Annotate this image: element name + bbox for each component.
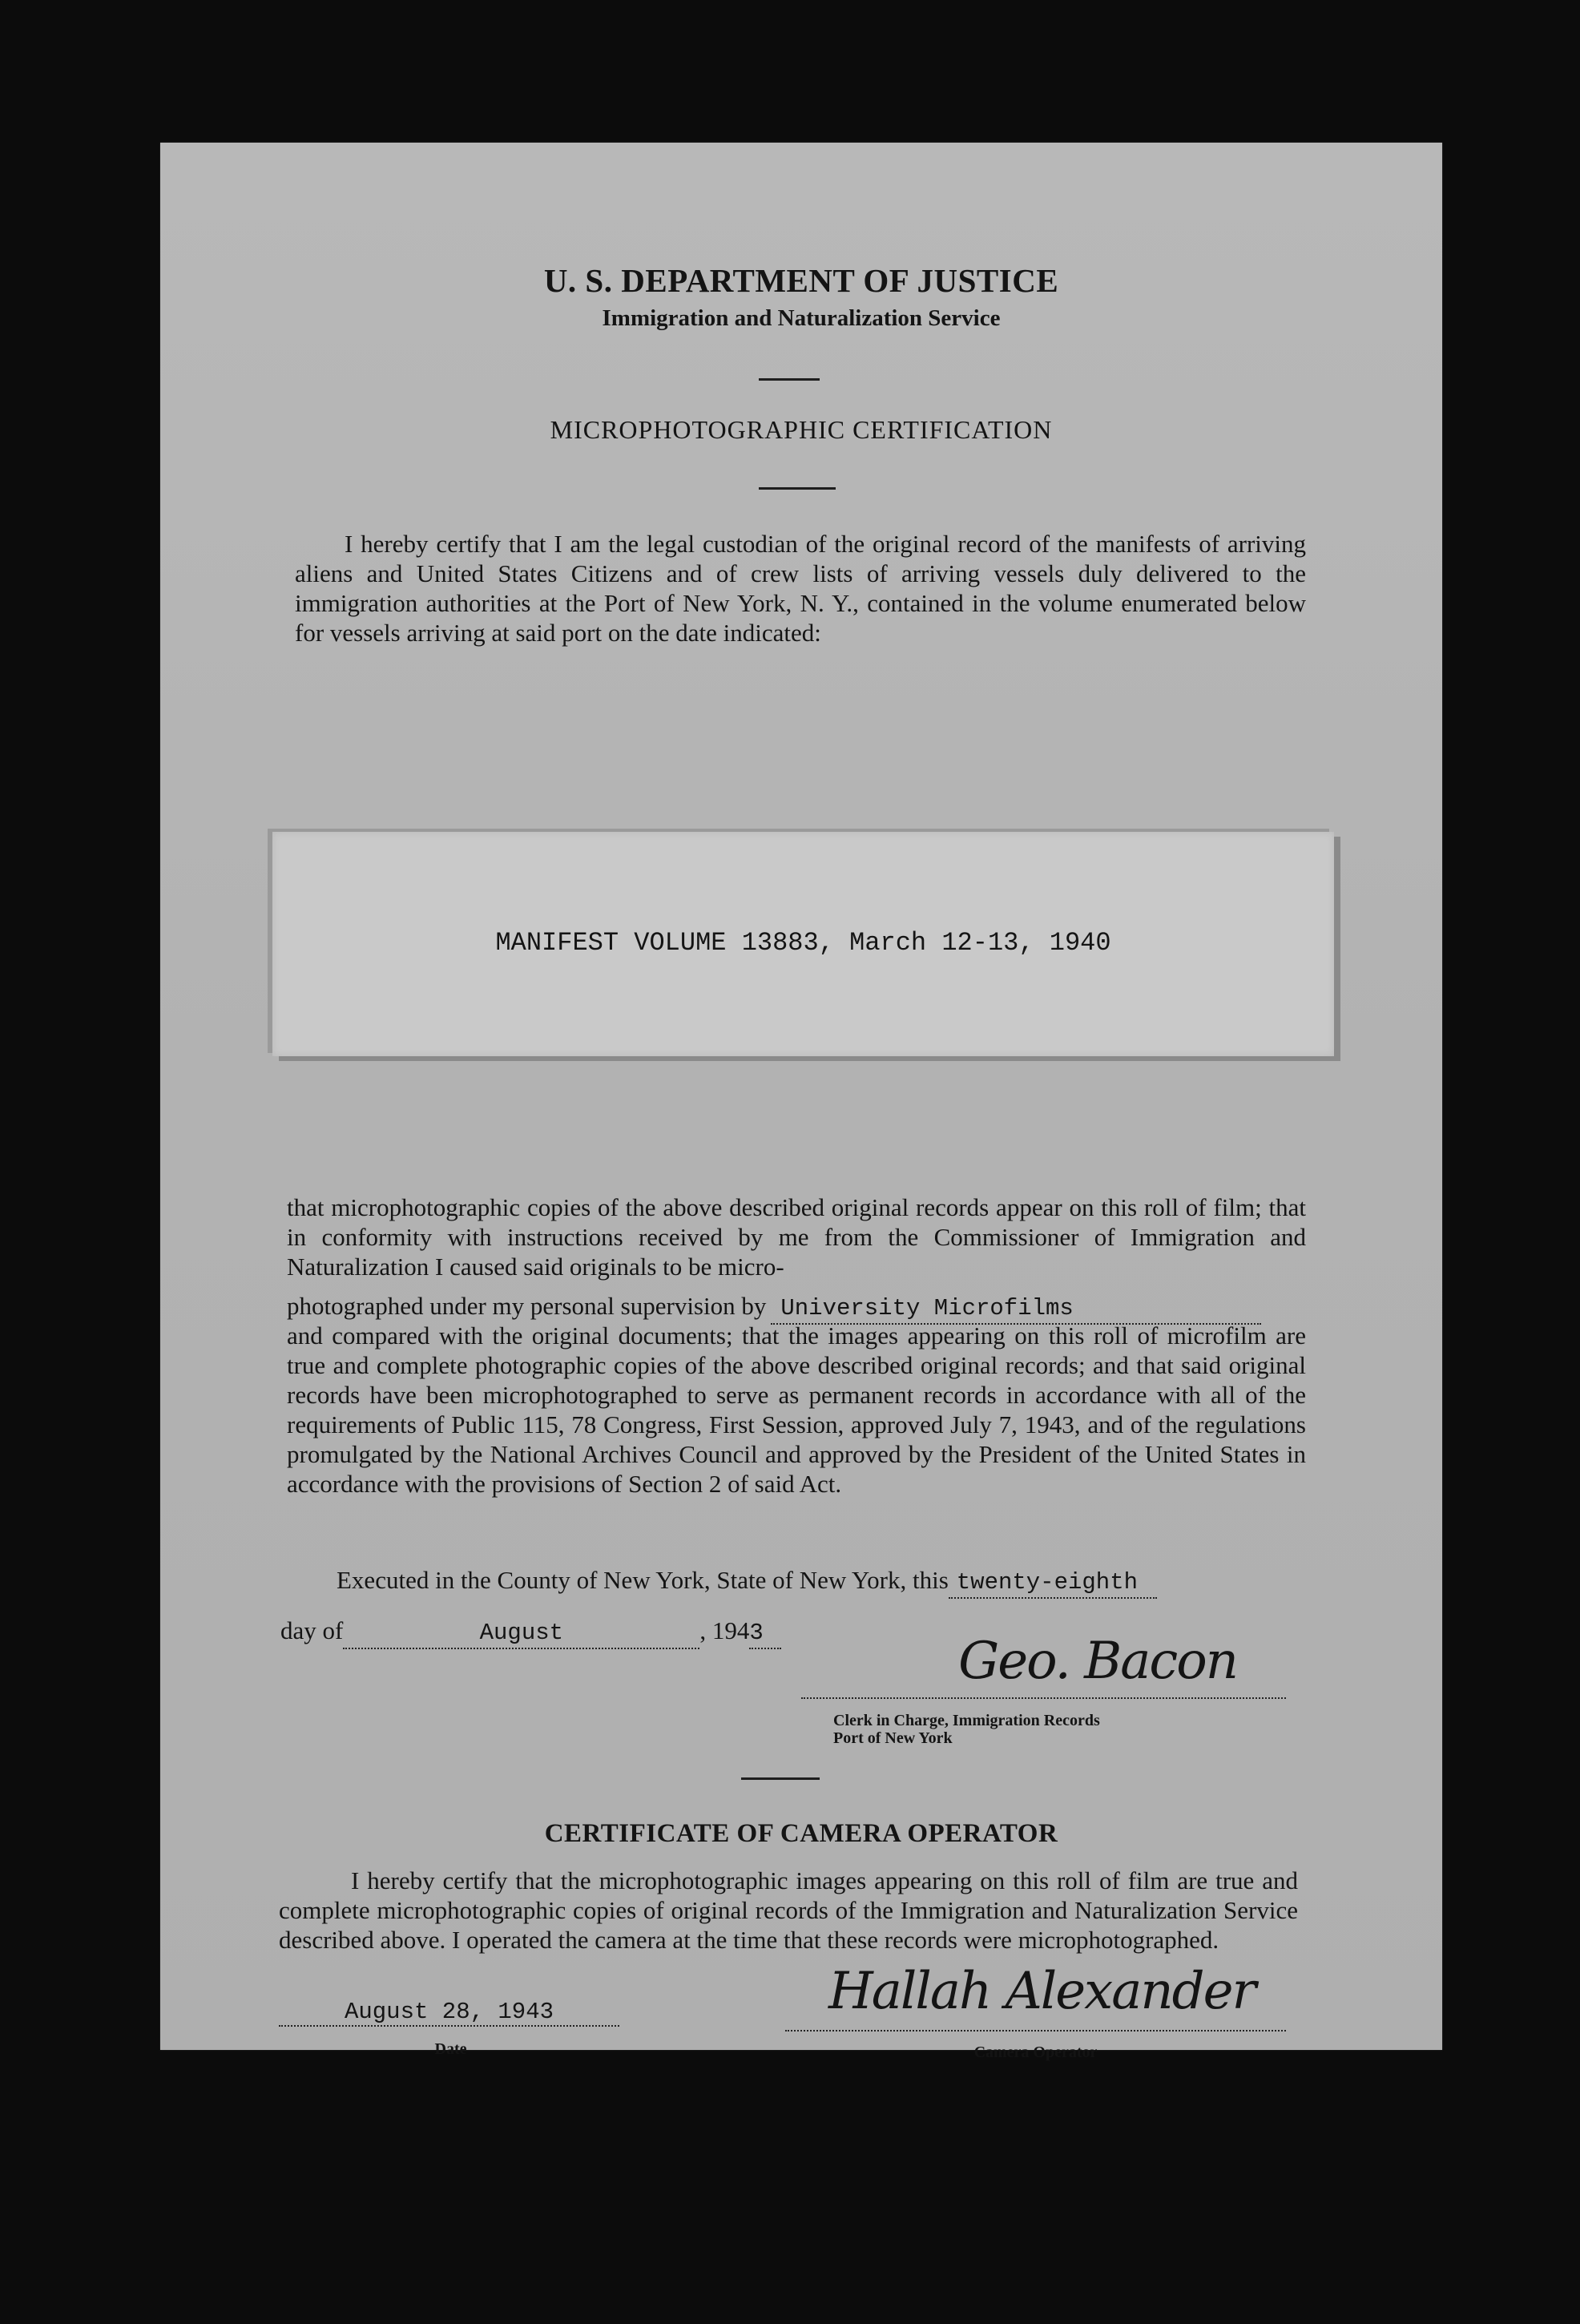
execution-date-line — [280, 1616, 781, 1649]
year-prefix: , 194 — [699, 1616, 750, 1644]
body-text-2: and compared with the original documents; that the images appearing on this roll of microfilm are true and complete photographic copies of the above described original records; and that said original records have been microphotographed to serve as permanent records in accordance with all of the requirements of Public 115, 78 Congress, First Session, approved July 7, 1943, and of the regulations promulgated by the National Archives Council and approved by the President of the United States in accordance with the provisions of Section 2 of said Act. — [287, 1321, 1306, 1498]
clerk-title — [833, 1712, 1100, 1747]
clerk-title-line1: Clerk in Charge, Immigration Records — [833, 1712, 1100, 1729]
camera-certificate-text — [279, 1866, 1298, 1955]
supervision-prefix: photographed under my personal supervision by — [287, 1292, 767, 1320]
month-field — [343, 1616, 699, 1649]
operation-date: August 28, 1943 — [344, 1999, 554, 2025]
intro-paragraph — [295, 529, 1306, 648]
day-field — [949, 1565, 1157, 1599]
certification-body-continued — [287, 1321, 1306, 1499]
service-subtitle: Immigration and Naturalization Service — [602, 305, 1001, 331]
divider — [759, 487, 836, 490]
clerk-title-line2: Port of New York — [833, 1729, 953, 1747]
intro-text: I hereby certify that I am the legal custodian of the original record of the manifests of arriving aliens and United States Citizens and of crew lists of arriving vessels duly delivered to the immigration authorities at the Port of New York, N. Y., contained in the volume enumerated below for vessels arriving at said port on the date indicated: — [295, 530, 1306, 647]
camera-operator-signature: Hallah Alexander — [828, 1962, 1256, 2021]
execution-prefix: Executed in the County of New York, State of New York, this — [337, 1566, 949, 1594]
clerk-signature: Geo. Bacon — [958, 1632, 1237, 1691]
camera-certificate-body: I hereby certify that the microphotographic images appearing on this roll of film are true and complete microphotographic copies of original records of the Immigration and Naturalization Service described above. I operated the camera at the time that these records were microphotographed. — [279, 1866, 1298, 1954]
year-field — [749, 1616, 781, 1649]
manifest-slip — [272, 832, 1334, 1056]
divider — [741, 1777, 820, 1780]
body-text-1: that microphotographic copies of the above described original records appear on this roll of film; that in conformity with instructions received by me from the Commissioner of Immigration and Naturalization I caused said originals to be micro- — [287, 1193, 1306, 1281]
date-label: Date — [434, 2040, 467, 2058]
camera-certificate-title: CERTIFICATE OF CAMERA OPERATOR — [544, 1819, 1058, 1848]
operator-signature-line — [785, 2030, 1286, 2031]
execution-month: August — [479, 1620, 564, 1646]
supervisor-field — [771, 1291, 1261, 1325]
camera-operator-label: Camera Operator — [973, 2044, 1098, 2061]
supervision-line — [287, 1291, 1306, 1325]
execution-year-digit: 3 — [749, 1620, 764, 1646]
department-title: U. S. DEPARTMENT OF JUSTICE — [543, 262, 1059, 299]
certification-body — [287, 1192, 1306, 1281]
day-of-label: day of — [280, 1616, 344, 1644]
certification-heading: MICROPHOTOGRAPHIC CERTIFICATION — [550, 415, 1053, 444]
execution-day: twenty-eighth — [956, 1569, 1139, 1596]
clerk-signature-line — [801, 1697, 1286, 1699]
certification-document — [160, 143, 1442, 2061]
divider — [759, 378, 820, 381]
operation-date-field — [279, 1999, 619, 2027]
execution-line — [337, 1565, 1310, 1599]
supervisor-name: University Microfilms — [780, 1295, 1074, 1321]
manifest-volume-label: MANIFEST VOLUME 13883, March 12-13, 1940 — [495, 928, 1111, 958]
